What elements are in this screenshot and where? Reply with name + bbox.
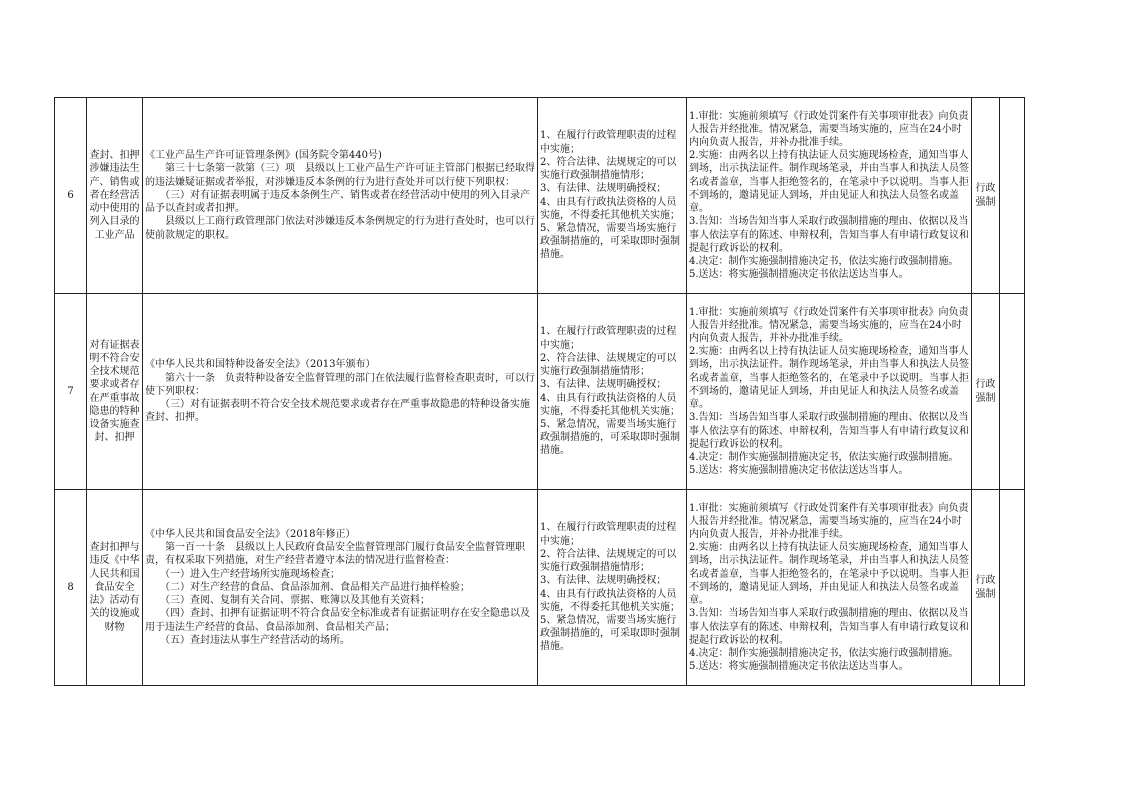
- item-name: 对有证据表明不符合安全技术规范要求或者存在严重事故隐患的特种设备实施查封、扣押: [87, 294, 143, 490]
- basis-paragraph: 县级以上工商行政管理部门依法对涉嫌违反本条例规定的行为进行查处时，也可以行使前款规定的职权。: [145, 216, 535, 241]
- condition-line: 2、符合法律、法规规定的可以实施行政强制措施情形；: [540, 352, 677, 378]
- condition-line: 1、在履行行政管理职责的过程中实施；: [540, 326, 677, 351]
- basis-paragraph: （二）对生产经营的食品、食品添加剂、食品相关产品进行抽样检验；: [145, 581, 470, 593]
- procedure-step: 3.告知：当场告知当事人采取行政强制措施的理由、依据以及当事人依法享有的陈述、申辩权利，告知当事人有申请行政复议和提起行政诉讼的权利。: [689, 216, 969, 254]
- power-list-table: [54, 97, 1025, 686]
- procedure-step: 4.决定：制作实施强制措施决定书，依法实施行政强制措施。: [689, 647, 959, 659]
- condition-line: 4、由具有行政执法资格的人员实施，不得委托其他机关实施；: [540, 588, 680, 613]
- power-category: 行政强制: [972, 98, 1000, 294]
- condition-line: 2、符合法律、法规规定的可以实施行政强制措施情形；: [540, 156, 677, 182]
- procedure-steps: [687, 490, 972, 686]
- row-number: 7: [55, 294, 87, 490]
- power-category: 行政强制: [972, 490, 1000, 686]
- condition-line: 5、紧急情况，需要当场实施行政强制措施的，可采取即时强制措施。: [540, 614, 680, 653]
- basis-paragraph: （三）对有证据表明不符合安全技术规范要求或者存在严重事故隐患的特种设备实施查封、扣押。: [145, 399, 530, 424]
- basis-paragraph: （一）进入生产经营场所实施现场检查；: [145, 568, 340, 580]
- procedure-step: 2.实施：由两名以上持有执法证人员实施现场检查，通知当事人到场，出示执法证件。制作现场笔录，并由当事人和执法人员签名或者盖章，当事人拒绝签名的，在笔录中予以说明。当事人拒不到场的，邀请见证人到场，并由见证人和执法人员签名或盖章。: [689, 150, 969, 215]
- remark-cell: [1000, 98, 1025, 294]
- power-category: 行政强制: [972, 294, 1000, 490]
- item-name: 查封扣押与违反《中华人民共和国食品安全法》活动有关的设施或财物: [87, 490, 143, 686]
- procedure-step: 4.决定：制作实施强制措施决定书，依法实施行政强制措施。: [689, 255, 959, 267]
- row-number: 6: [55, 98, 87, 294]
- basis-paragraph: （三）对有证据表明属于违反本条例生产、销售或者在经营活动中使用的列入目录产品予以查封或者扣押。: [145, 189, 530, 215]
- remark-cell: [1000, 490, 1025, 686]
- procedure-step: 5.送达：将实施强制措施决定书依法送达当事人。: [689, 661, 909, 673]
- implementation-conditions: [538, 294, 687, 490]
- basis-paragraph: （五）查封违法从事生产经营活动的场所。: [145, 634, 350, 646]
- item-name: 查封、扣押涉嫌违法生产、销售或者在经营活动中使用的列入目录的工业产品: [87, 98, 143, 294]
- basis-paragraph: 第三十七条第一款第（三）项 县级以上工业产品生产许可证主管部门根据已经取得的违法嫌疑证据或者举报，对涉嫌违反本条例的行为进行查处并可以行使下列职权：: [145, 163, 535, 188]
- procedure-step: 3.告知：当场告知当事人采取行政强制措施的理由、依据以及当事人依法享有的陈述、申辩权利，告知当事人有申请行政复议和提起行政诉讼的权利。: [689, 412, 969, 450]
- condition-line: 4、由具有行政执法资格的人员实施，不得委托其他机关实施；: [540, 392, 680, 417]
- basis-paragraph: （四）查封、扣押有证据证明不符合食品安全标准或者有证据证明存在安全隐患以及用于违法生产经营的食品、食品添加剂、食品相关产品；: [145, 608, 530, 633]
- procedure-step: 2.实施：由两名以上持有执法证人员实施现场检查，通知当事人到场，出示执法证件。制作现场笔录，并由当事人和执法人员签名或者盖章，当事人拒绝签名的，在笔录中予以说明。当事人拒不到场的，邀请见证人到场，并由见证人和执法人员签名或盖章。: [689, 346, 969, 411]
- procedure-step: 5.送达：将实施强制措施决定书依法送达当事人。: [689, 269, 909, 281]
- condition-line: 3、有法律、法规明确授权；: [540, 575, 667, 587]
- basis-paragraph: 《中华人民共和国特种设备安全法》（2013年颁布）: [145, 359, 376, 371]
- legal-basis: [143, 490, 538, 686]
- procedure-step: 2.实施：由两名以上持有执法证人员实施现场检查，通知当事人到场，出示执法证件。制作现场笔录，并由当事人和执法人员签名或者盖章，当事人拒绝签名的，在笔录中予以说明。当事人拒不到场的，邀请见证人到场，并由见证人和执法人员签名或盖章。: [689, 542, 969, 607]
- condition-line: 3、有法律、法规明确授权；: [540, 379, 667, 391]
- remark-cell: [1000, 294, 1025, 490]
- procedure-step: 1.审批：实施前须填写《行政处罚案件有关事项审批表》向负责人报告并经批准。情况紧急，需要当场实施的，应当在24小时内向负责人报告，并补办批准手续。: [689, 306, 969, 345]
- condition-line: 5、紧急情况，需要当场实施行政强制措施的，可采取即时强制措施。: [540, 222, 680, 261]
- table-row: [55, 294, 1025, 490]
- condition-line: 1、在履行行政管理职责的过程中实施；: [540, 522, 677, 547]
- table-row: [55, 490, 1025, 686]
- basis-paragraph: 第六十一条 负责特种设备安全监督管理的部门在依法履行监督检查职责时，可以行使下列职权：: [145, 372, 535, 397]
- procedure-step: 5.送达：将实施强制措施决定书依法送达当事人。: [689, 465, 909, 477]
- implementation-conditions: [538, 98, 687, 294]
- legal-basis: [143, 294, 538, 490]
- basis-paragraph: 《中华人民共和国食品安全法》（2018年修正）: [145, 529, 356, 541]
- condition-line: 5、紧急情况，需要当场实施行政强制措施的，可采取即时强制措施。: [540, 418, 680, 457]
- basis-paragraph: 《工业产品生产许可证管理条例》(国务院令第440号): [145, 150, 382, 162]
- procedure-step: 3.告知：当场告知当事人采取行政强制措施的理由、依据以及当事人依法享有的陈述、申辩权利，告知当事人有申请行政复议和提起行政诉讼的权利。: [689, 608, 969, 646]
- procedure-step: 1.审批：实施前须填写《行政处罚案件有关事项审批表》向负责人报告并经批准。情况紧急，需要当场实施的，应当在24小时内向负责人报告，并补办批准手续。: [689, 110, 969, 149]
- basis-paragraph: （三）查阅、复制有关合同、票据、账簿以及其他有关资料；: [145, 595, 430, 607]
- basis-paragraph: 第一百一十条 县级以上人民政府食品安全监督管理部门履行食品安全监督管理职责，有权采取下列措施，对生产经营者遵守本法的情况进行监督检查：: [145, 542, 525, 567]
- condition-line: 4、由具有行政执法资格的人员实施，不得委托其他机关实施；: [540, 196, 680, 221]
- condition-line: 3、有法律、法规明确授权；: [540, 183, 667, 195]
- row-number: 8: [55, 490, 87, 686]
- table-row: [55, 98, 1025, 294]
- condition-line: 1、在履行行政管理职责的过程中实施；: [540, 130, 677, 155]
- legal-basis: [143, 98, 538, 294]
- procedure-steps: [687, 98, 972, 294]
- procedure-steps: [687, 294, 972, 490]
- condition-line: 2、符合法律、法规规定的可以实施行政强制措施情形；: [540, 548, 677, 574]
- implementation-conditions: [538, 490, 687, 686]
- procedure-step: 1.审批：实施前须填写《行政处罚案件有关事项审批表》向负责人报告并经批准。情况紧急，需要当场实施的，应当在24小时内向负责人报告，并补办批准手续。: [689, 502, 969, 541]
- procedure-step: 4.决定：制作实施强制措施决定书，依法实施行政强制措施。: [689, 451, 959, 463]
